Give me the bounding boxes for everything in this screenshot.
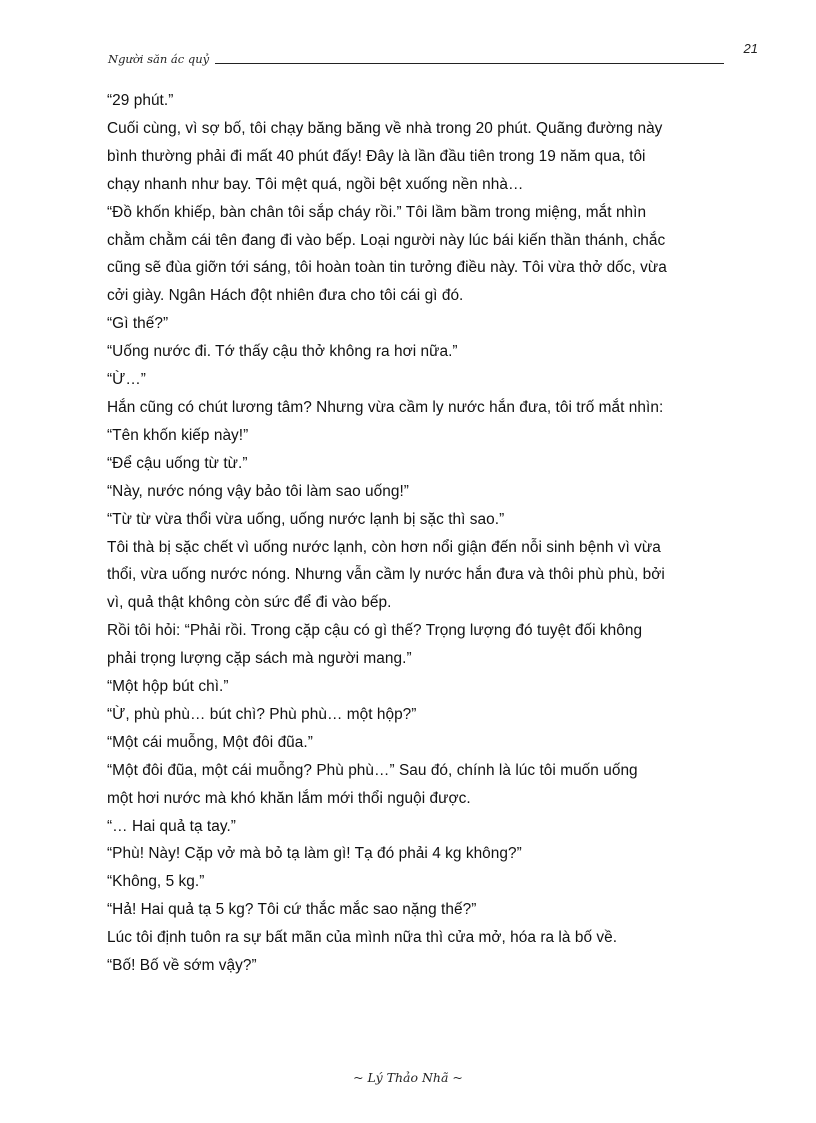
text-line: “Ừ, phù phù… bút chì? Phù phù… một hộp?” xyxy=(107,705,417,723)
text-line: Cuối cùng, vì sợ bố, tôi chạy băng băng về nhà trong 20 phút. Quãng đường này xyxy=(107,119,663,137)
text-line: “Bố! Bố về sớm vậy?” xyxy=(107,957,257,975)
page-number: 21 xyxy=(743,41,758,56)
text-line: “… Hai quả tạ tay.” xyxy=(107,817,236,835)
text-line: “Tên khốn kiếp này!” xyxy=(107,426,249,444)
text-line: “Hả! Hai quả tạ 5 kg? Tôi cứ thắc mắc sao nặng thế?” xyxy=(107,901,477,919)
text-line: “29 phút.” xyxy=(107,92,174,109)
text-line: “Đồ khốn khiếp, bàn chân tôi sắp cháy rồi.” Tôi lầm bầm trong miệng, mắt nhìn xyxy=(107,203,647,221)
text-line: “Gì thế?” xyxy=(107,315,169,333)
header-book-title: Người săn ác quỷ xyxy=(108,50,215,68)
running-header xyxy=(108,50,724,68)
text-line: “Để cậu uống từ từ.” xyxy=(107,454,248,472)
footer-author: ~ Lý Thảo Nhã ~ xyxy=(353,1070,463,1085)
header-rule xyxy=(208,63,724,64)
text-line: Hắn cũng có chút lương tâm? Nhưng vừa cầm ly nước hắn đưa, tôi trố mắt nhìn: xyxy=(107,398,664,416)
text-line: một hơi nước mà khó khăn lắm mới thổi nguội được. xyxy=(107,789,471,807)
text-line: “Từ từ vừa thổi vừa uống, uống nước lạnh bị sặc thì sao.” xyxy=(107,510,505,528)
text-line: cũng sẽ đùa giỡn tới sáng, tôi hoàn toàn tin tưởng điều này. Tôi vừa thở dốc, vừa xyxy=(107,259,667,277)
text-line: bình thường phải đi mất 40 phút đấy! Đây là lần đầu tiên trong 19 năm qua, tôi xyxy=(107,147,646,165)
text-line: vì, quả thật không còn sức để đi vào bếp. xyxy=(107,594,392,612)
text-line: Lúc tôi định tuôn ra sự bất mãn của mình nữa thì cửa mở, hóa ra là bố về. xyxy=(107,929,618,947)
text-line: chạy nhanh như bay. Tôi mệt quá, ngồi bệt xuống nền nhà… xyxy=(107,175,524,193)
text-line: “Này, nước nóng vậy bảo tôi làm sao uống!” xyxy=(107,482,409,500)
text-line: thổi, vừa uống nước nóng. Nhưng vẫn cầm ly nước hắn đưa và thôi phù phù, bởi xyxy=(107,566,665,584)
text-line: “Ừ…” xyxy=(107,371,146,389)
text-line: “Không, 5 kg.” xyxy=(107,873,205,891)
text-line: “Phù! Này! Cặp vở mà bỏ tạ làm gì! Tạ đó phải 4 kg không?” xyxy=(107,845,522,863)
text-line: Rồi tôi hỏi: “Phải rồi. Trong cặp cậu có gì thế? Trọng lượng đó tuyệt đối không xyxy=(107,622,643,640)
text-line: cởi giày. Ngân Hách đột nhiên đưa cho tôi cái gì đó. xyxy=(107,287,464,305)
body-text xyxy=(107,87,747,980)
text-line: “Một đôi đũa, một cái muỗng? Phù phù…” Sau đó, chính là lúc tôi muốn uống xyxy=(107,761,638,779)
text-line: chằm chằm cái tên đang đi vào bếp. Loại người này lúc bái kiến thần thánh, chắc xyxy=(107,231,666,249)
text-line: “Một hộp bút chì.” xyxy=(107,678,229,696)
text-line: “Một cái muỗng, Một đôi đũa.” xyxy=(107,733,313,751)
text-line: “Uống nước đi. Tớ thấy cậu thở không ra hơi nữa.” xyxy=(107,343,458,361)
text-line: Tôi thà bị sặc chết vì uống nước lạnh, còn hơn nổi giận đến nỗi sinh bệnh vì vừa xyxy=(107,538,661,556)
text-line: phải trọng lượng cặp sách mà người mang.” xyxy=(107,650,412,668)
